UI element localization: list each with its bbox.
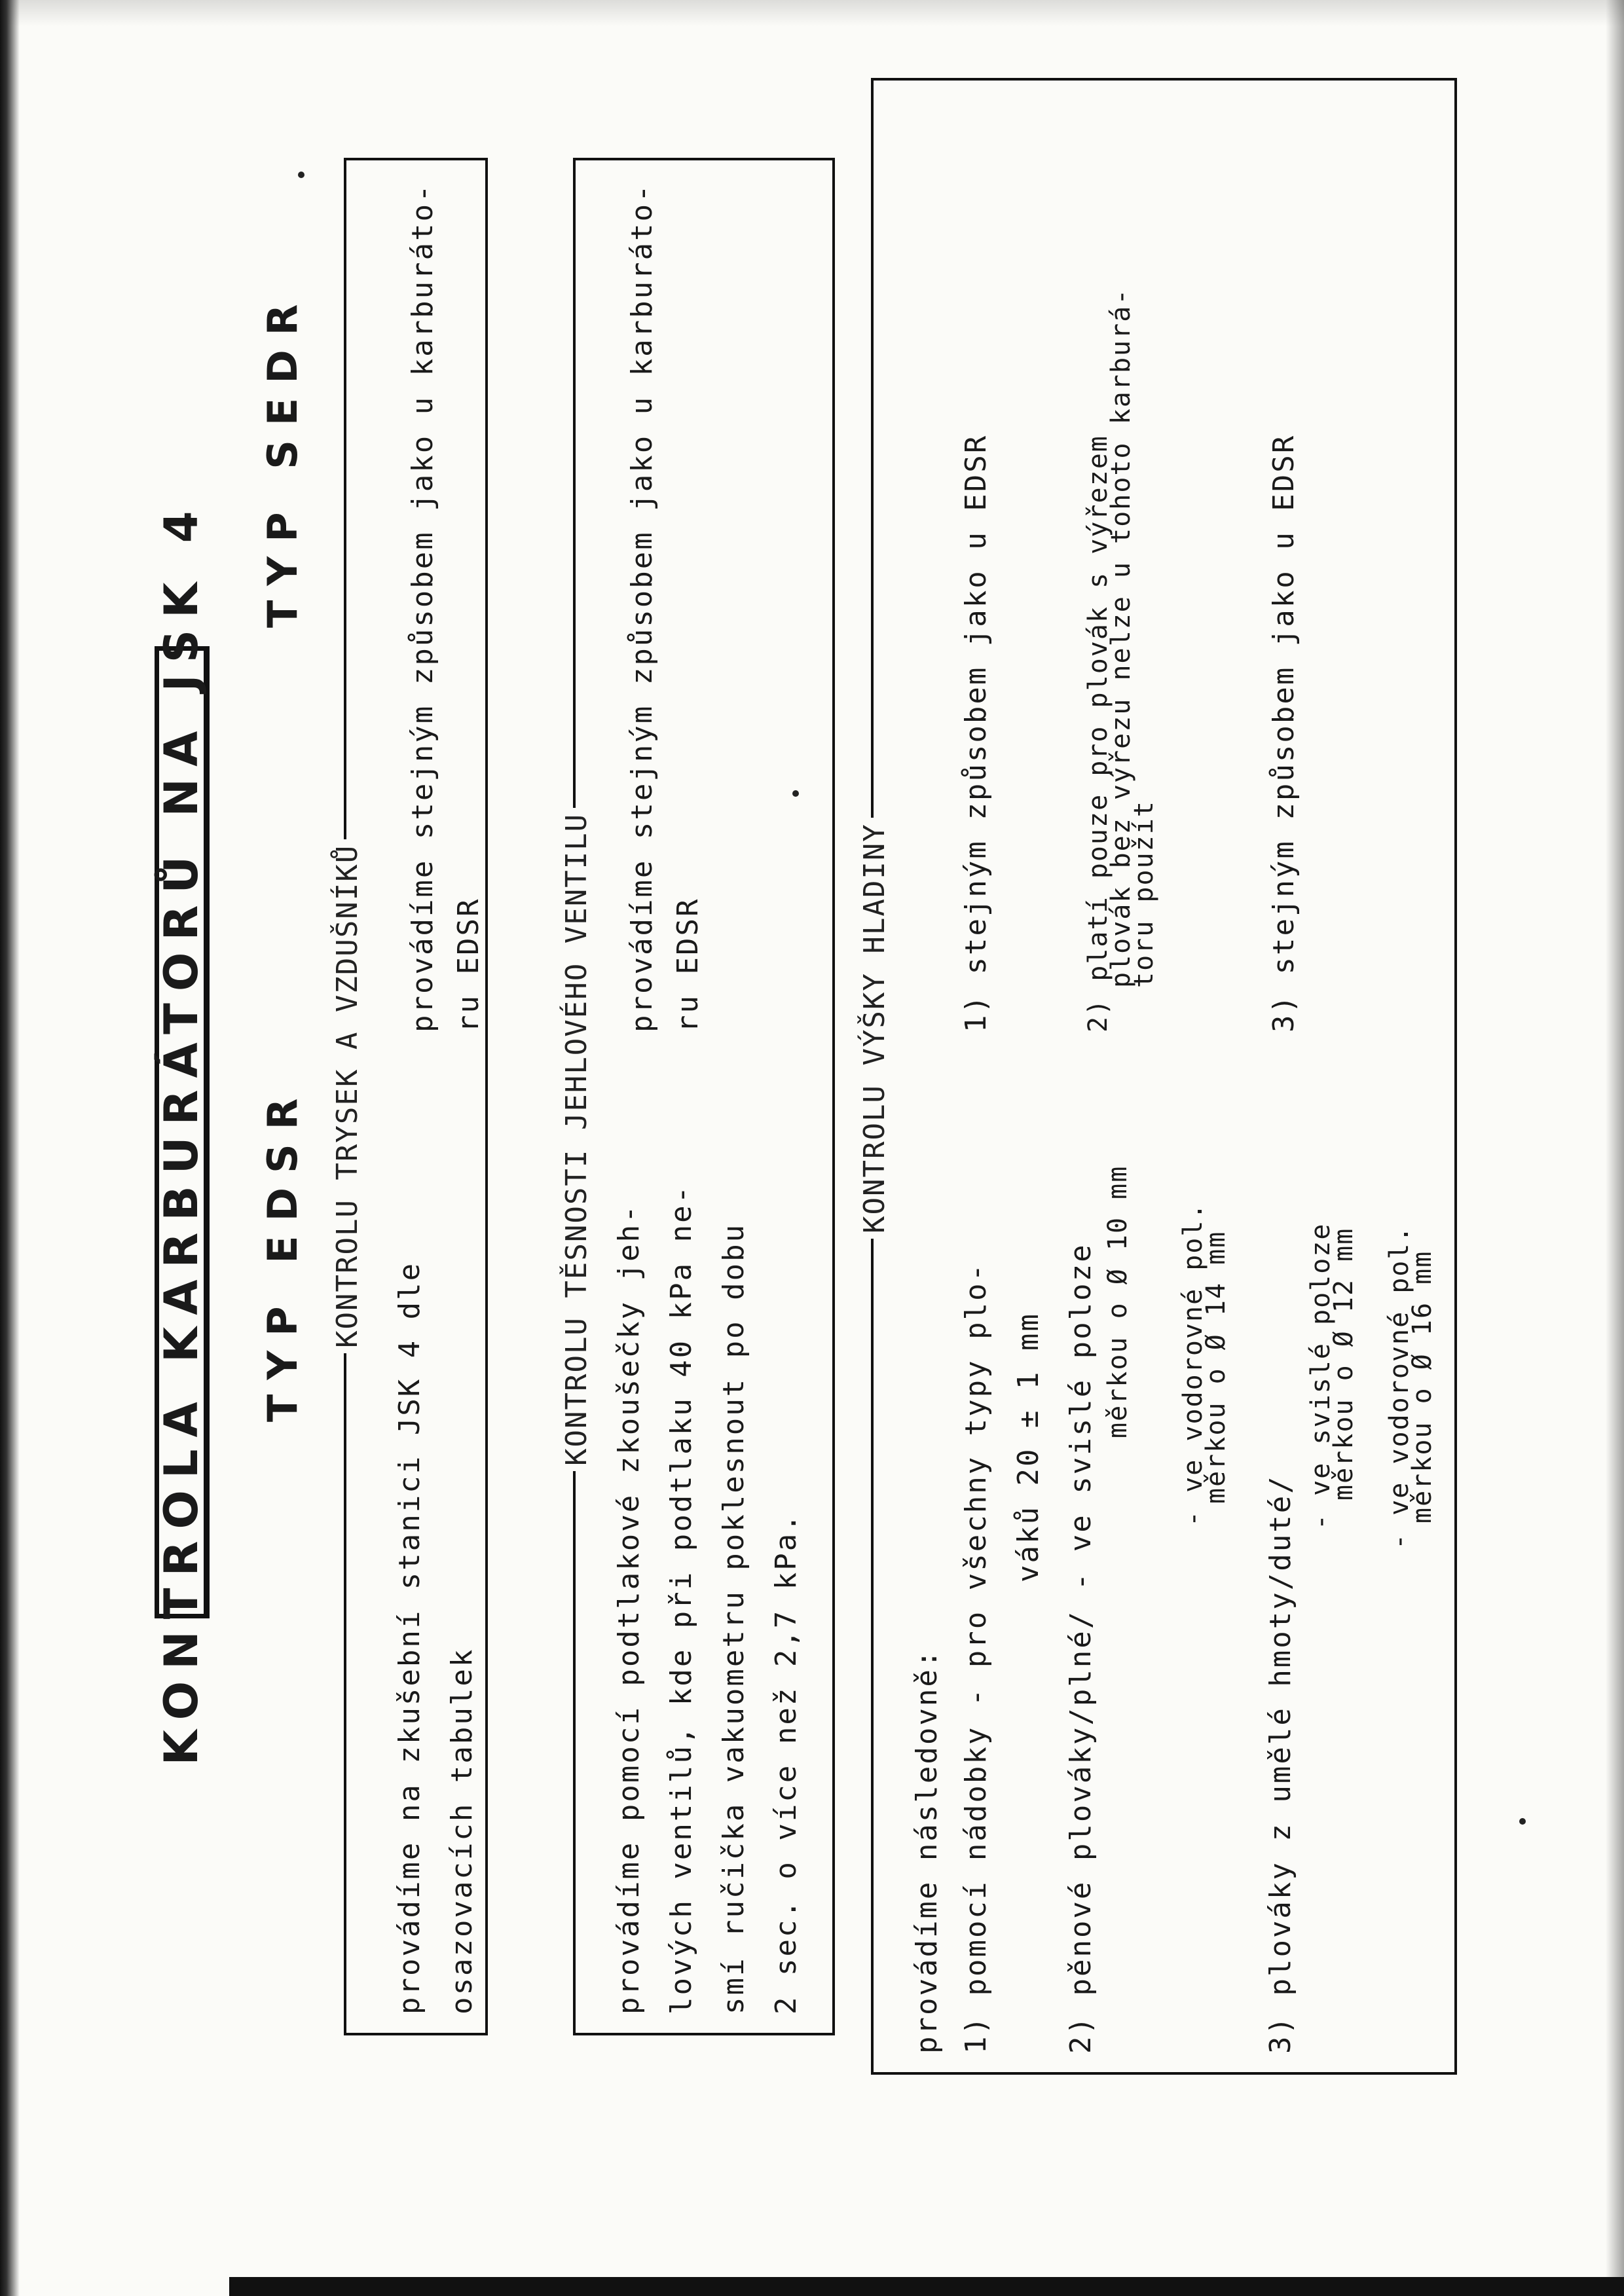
needle-sedr-line-2: ru EDSR [671,897,705,1032]
page-title: KONTROLA KARBURÁTORŮ NA JSK 4 [155,499,208,1766]
level-item-2-horizontal-measure: měrkou o Ø 14 mm [1201,1230,1231,1504]
right-column-heading: TYP SEDR [259,289,306,628]
level-item-3-horizontal: - ve vodorovné pol. [1384,1225,1414,1550]
level-item-2-vertical-measure: měrkou o Ø 10 mm [1103,1165,1133,1438]
level-sedr-item-2-line-3: toru použít [1129,800,1159,988]
scan-speck [792,790,799,797]
level-item-2: 2) pěnové plováky/plné/ - ve svislé poloze [1064,1243,1098,2054]
needle-edsr-line-2: lových ventilů, kde při podtlaku 40 kPa ne- [665,1184,698,2014]
needle-edsr-line-3: smí ručička vakuometru poklesnout po dobu [717,1222,750,2014]
level-item-3-horizontal-measure: měrkou o Ø 16 mm [1407,1250,1437,1523]
nozzle-edsr-line-1: provádíme na zkušební stanici JSK 4 dle [393,1261,426,2014]
scan-speck [1519,1818,1526,1825]
level-sedr-item-1: 1) stejným způsobem jako u EDSR [959,433,993,1032]
float-level-title: KONTROLU VÝŠKY HLADINY [858,818,891,1239]
nozzle-sedr-line-2: ru EDSR [452,897,485,1032]
level-sedr-item-3: 3) stejným způsobem jako u EDSR [1267,433,1301,1032]
nozzle-edsr-line-2: osazovacích tabulek [445,1647,479,2014]
needle-edsr-line-4: 2 sec. o více než 2,7 kPa. [769,1512,803,2014]
level-intro: provádíme následovně: [910,1648,944,2054]
level-sedr-item-2-line-1: 2) platí pouze pro plovák s výřezem [1083,435,1113,1032]
level-item-1-cont: váků 20 ± 1 mm [1012,1312,1045,1582]
level-item-3-vertical-measure: měrkou o Ø 12 mm [1329,1227,1359,1501]
scan-speck [298,172,304,178]
level-item-2-horizontal: - ve vodorovné pol. [1178,1202,1208,1527]
nozzle-sedr-line-1: provádíme stejným způsobem jako u karburáto- [406,183,439,1032]
level-item-3-vertical: - ve svislé poloze [1306,1222,1336,1530]
needle-edsr-line-1: provádíme pomocí podtlakové zkoušečky jeh- [612,1203,646,2014]
nozzle-check-title: KONTROLU TRYSEK A VZDUŠNÍKŮ [331,839,364,1353]
needle-valve-title: KONTROLU TĚSNOSTI JEHLOVÉHO VENTILU [560,808,593,1471]
level-item-1: 1) pomocí nádobky - pro všechny typy plo- [959,1262,993,2054]
level-sedr-item-2-line-2: plovák bez výřezu nelze u tohoto karburá- [1106,287,1136,988]
needle-sedr-line-1: provádíme stejným způsobem jako u karburáto- [625,183,659,1032]
level-item-3: 3) plováky z umělé hmoty/duté/ [1264,1474,1297,2054]
left-column-heading: TYP EDSR [259,1084,306,1422]
